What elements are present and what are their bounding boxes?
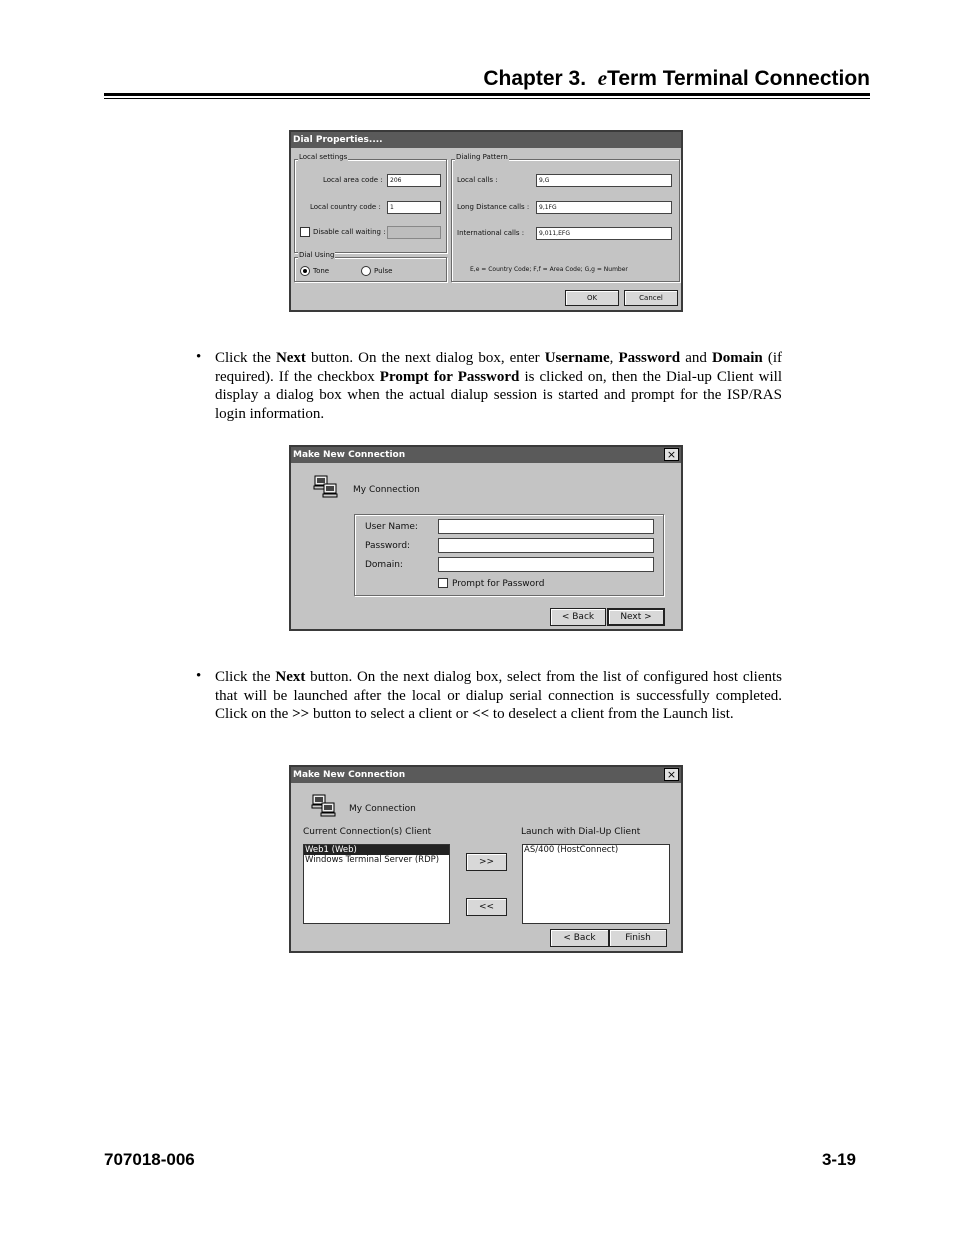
bold-text: Password: [618, 350, 681, 366]
password-label: Password:: [365, 541, 411, 551]
text: Click the: [215, 350, 276, 366]
user-name-input[interactable]: [438, 519, 654, 534]
domain-label: Domain:: [365, 560, 403, 570]
text: button to select a client or: [309, 706, 473, 723]
local-calls-input[interactable]: 9,G: [536, 174, 672, 187]
list-item[interactable]: AS/400 (HostConnect): [524, 845, 619, 855]
bold-text: Prompt for Password: [379, 368, 520, 385]
text: is clicked on, then the Dial-up Client will display a dialog box when the actual dialup session is started and prompt for the ISP/RAS login information.: [215, 368, 782, 423]
text: (if required). If the checkbox: [215, 350, 782, 385]
computer-connection-icon: [313, 474, 339, 498]
bold-text: >>: [292, 706, 310, 723]
make-connection-credentials-dialog: [289, 445, 683, 631]
tone-label: Tone: [313, 267, 330, 275]
list-item[interactable]: Web1 (Web): [304, 845, 449, 855]
dialog-titlebar: Make New Connection: [291, 767, 681, 783]
header-rule: [104, 93, 870, 96]
launch-clients-list[interactable]: [522, 844, 670, 924]
chapter-title: Term Terminal Connection: [607, 67, 870, 90]
long-distance-input[interactable]: 9,1FG: [536, 201, 672, 214]
text: ,: [609, 350, 619, 366]
bold-text: Next: [275, 350, 306, 366]
dialog-titlebar: Make New Connection: [291, 447, 681, 463]
close-icon[interactable]: ×: [664, 448, 679, 461]
document-number: 707018-006: [104, 1150, 195, 1169]
cancel-button[interactable]: Cancel: [624, 290, 678, 306]
call-waiting-input: [387, 226, 441, 239]
password-input[interactable]: [438, 538, 654, 553]
group-label: Local settings: [299, 153, 348, 161]
connection-name: My Connection: [349, 804, 416, 814]
prompt-password-label: Prompt for Password: [452, 579, 545, 589]
list-item[interactable]: Windows Terminal Server (RDP): [305, 855, 440, 865]
instruction-paragraph-1: [215, 349, 782, 424]
make-connection-clients-dialog: [289, 765, 683, 953]
remove-client-button[interactable]: <<: [466, 898, 507, 916]
add-client-button[interactable]: >>: [466, 853, 507, 871]
connection-name: My Connection: [353, 485, 420, 495]
credentials-group: [354, 514, 664, 596]
dial-using-group: [294, 251, 447, 282]
close-icon[interactable]: ×: [664, 768, 679, 781]
back-button[interactable]: < Back: [550, 929, 609, 947]
area-code-input[interactable]: 206: [387, 174, 441, 187]
back-button[interactable]: < Back: [550, 608, 606, 626]
domain-input[interactable]: [438, 557, 654, 572]
group-label: Dialing Pattern: [456, 153, 508, 161]
next-button[interactable]: Next >: [607, 608, 665, 626]
page-number: 3-19: [821, 1150, 856, 1169]
bullet-marker: •: [196, 349, 202, 365]
international-input[interactable]: 9,011,EFG: [536, 227, 672, 240]
local-settings-group: [294, 153, 447, 253]
user-name-label: User Name:: [365, 522, 418, 532]
ok-button[interactable]: OK: [565, 290, 619, 306]
country-code-input[interactable]: 1: [387, 201, 441, 214]
local-calls-label: Local calls :: [457, 176, 498, 184]
header-rule-thin: [104, 98, 870, 99]
text: and: [680, 350, 712, 366]
disable-call-waiting-label: Disable call waiting :: [313, 228, 386, 236]
group-label: Dial Using: [299, 251, 335, 259]
bold-text: <<: [472, 706, 490, 723]
dialing-pattern-group: [451, 153, 680, 282]
dial-properties-dialog: [289, 130, 683, 312]
country-code-label: Local country code :: [310, 203, 381, 211]
text: to deselect a client from the Launch list.: [489, 706, 734, 723]
chapter-number: Chapter 3.: [483, 67, 587, 90]
bold-text: Username: [544, 350, 610, 366]
text: button. On the next dialog box, enter: [305, 350, 545, 366]
long-distance-label: Long Distance calls :: [457, 203, 530, 211]
pulse-label: Pulse: [374, 267, 393, 275]
bold-text: Domain: [711, 350, 763, 366]
chapter-header: [104, 66, 870, 91]
bold-text: Next: [275, 669, 306, 685]
pattern-legend: E,e = Country Code; F,f = Area Code; G,g = Number: [470, 266, 628, 273]
instruction-paragraph-2: [215, 668, 782, 724]
prompt-password-checkbox[interactable]: [438, 578, 448, 588]
bullet-marker: •: [196, 668, 202, 684]
text: button. On the next dialog box, select from the list of configured host clients that will be launched after the local or dialup serial connection is successfully completed. Click on the: [215, 669, 782, 723]
area-code-label: Local area code :: [323, 176, 383, 184]
chapter-title-e: e: [597, 66, 608, 90]
finish-button[interactable]: Finish: [609, 929, 667, 947]
text: Click the: [215, 669, 276, 685]
launch-clients-label: Launch with Dial-Up Client: [521, 827, 641, 837]
current-clients-label: Current Connection(s) Client: [303, 827, 432, 837]
dialog-titlebar: Dial Properties....: [291, 132, 681, 148]
international-label: International calls :: [457, 229, 525, 237]
pulse-radio[interactable]: [361, 266, 371, 276]
current-clients-list[interactable]: [303, 844, 450, 924]
disable-call-waiting-checkbox[interactable]: [300, 227, 310, 237]
tone-radio[interactable]: [300, 266, 310, 276]
computer-connection-icon: [311, 793, 337, 817]
